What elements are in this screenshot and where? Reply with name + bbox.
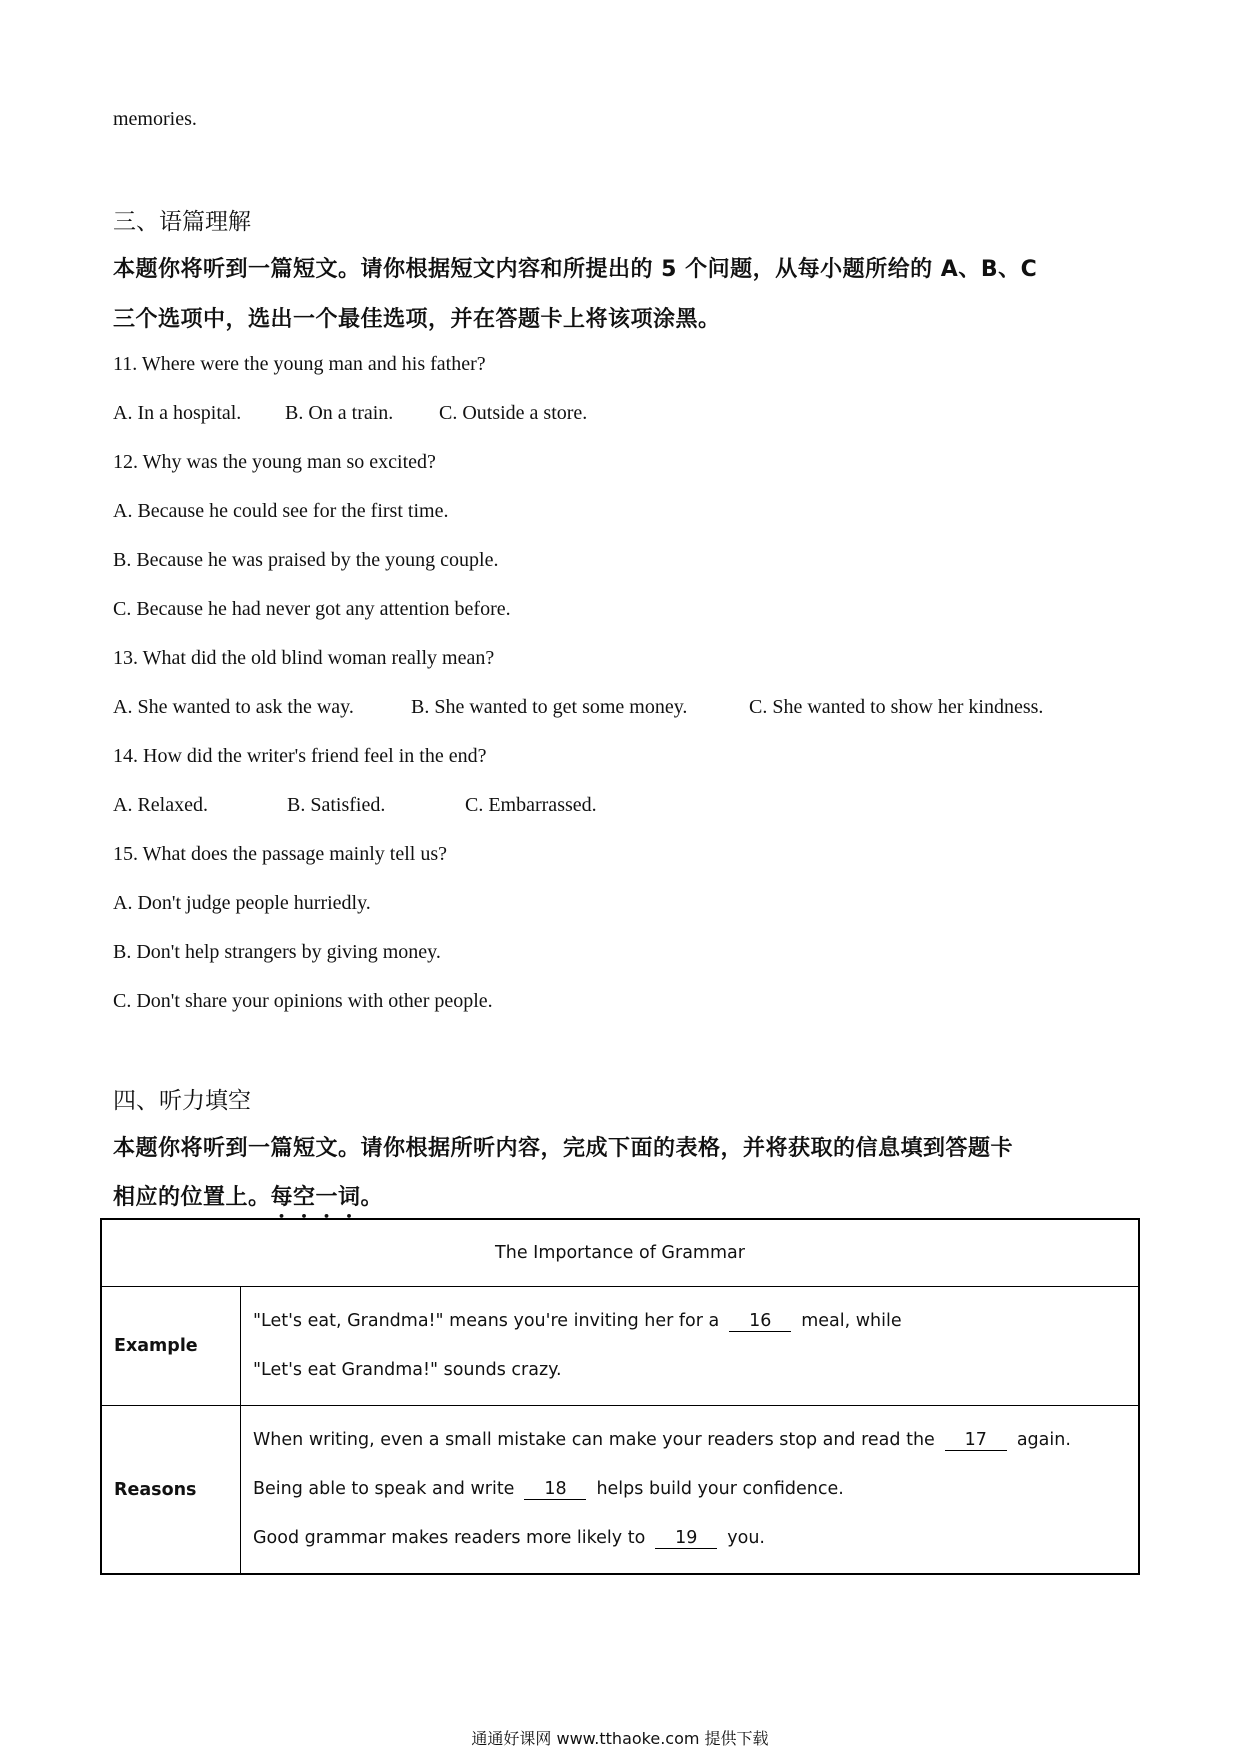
option-b: B. She wanted to get some money. bbox=[411, 696, 688, 718]
section4-heading: 四、听力填空 bbox=[113, 1088, 251, 1114]
question-11-options bbox=[113, 402, 587, 425]
question-15-option-b: B. Don't help strangers by giving money. bbox=[113, 941, 441, 963]
blank-16: 16 bbox=[729, 1311, 791, 1332]
option-c: C. She wanted to show her kindness. bbox=[749, 696, 1044, 718]
example-text: "Let's eat, Grandma!" means you're inviting her for a bbox=[253, 1311, 720, 1331]
question-15-option-a: A. Don't judge people hurriedly. bbox=[113, 892, 371, 914]
reason-text: Being able to speak and write bbox=[253, 1479, 515, 1499]
grammar-table bbox=[100, 1218, 1140, 1575]
option-b: B. On a train. bbox=[285, 402, 394, 424]
example-text: meal, while bbox=[801, 1311, 902, 1331]
reasons-content bbox=[241, 1406, 1140, 1575]
emphasized-instruction: 每空一词 bbox=[270, 1185, 361, 1210]
reasons-label: Reasons bbox=[101, 1406, 241, 1575]
example-content bbox=[241, 1287, 1140, 1406]
footer-source: 通通好课网 www.tthaoke.com 提供下载 bbox=[471, 1729, 769, 1748]
reason-text: again. bbox=[1016, 1430, 1071, 1450]
question-13-options bbox=[113, 696, 1043, 719]
section3-instruction-line1: 本题你将听到一篇短文。请你根据短文内容和所提出的 5 个问题，从每小题所给的 A、B、C bbox=[113, 257, 1038, 282]
question-15: 15. What does the passage mainly tell us? bbox=[113, 843, 447, 865]
table-title: The Importance of Grammar bbox=[101, 1219, 1139, 1287]
question-12-option-c: C. Because he had never got any attention before. bbox=[113, 598, 511, 620]
reason-text: When writing, even a small mistake can make your readers stop and read the bbox=[253, 1430, 935, 1450]
question-13: 13. What did the old blind woman really mean? bbox=[113, 647, 495, 669]
blank-17: 17 bbox=[945, 1430, 1007, 1451]
question-12: 12. Why was the young man so excited? bbox=[113, 451, 436, 473]
reason-text: helps build your confidence. bbox=[596, 1479, 844, 1499]
example-line-1 bbox=[253, 1297, 1126, 1346]
option-c: C. Outside a store. bbox=[439, 402, 588, 424]
section4-instruction-line1: 本题你将听到一篇短文。请你根据所听内容，完成下面的表格，并将获取的信息填到答题卡 bbox=[113, 1136, 1014, 1161]
option-a: A. She wanted to ask the way. bbox=[113, 696, 354, 718]
question-14: 14. How did the writer's friend feel in the end? bbox=[113, 745, 487, 767]
option-b: B. Satisfied. bbox=[287, 794, 386, 816]
section3-instruction-line2: 三个选项中，选出一个最佳选项，并在答题卡上将该项涂黑。 bbox=[113, 307, 721, 332]
question-15-option-c: C. Don't share your opinions with other people. bbox=[113, 990, 493, 1012]
section3-heading: 三、语篇理解 bbox=[113, 209, 251, 235]
question-12-option-a: A. Because he could see for the first time. bbox=[113, 500, 449, 522]
question-14-options bbox=[113, 794, 597, 817]
option-a: A. In a hospital. bbox=[113, 402, 242, 424]
instruction-part: 相应的位置上。 bbox=[113, 1185, 271, 1210]
question-11: 11. Where were the young man and his father? bbox=[113, 353, 486, 375]
reason-text: you. bbox=[727, 1528, 765, 1548]
example-line-2: "Let's eat Grandma!" sounds crazy. bbox=[253, 1360, 562, 1380]
reason-line-2 bbox=[253, 1465, 1126, 1514]
option-a: A. Relaxed. bbox=[113, 794, 208, 816]
blank-18: 18 bbox=[524, 1479, 586, 1500]
question-12-option-b: B. Because he was praised by the young couple. bbox=[113, 549, 499, 571]
top-fragment: memories. bbox=[113, 108, 197, 130]
reason-line-1 bbox=[253, 1416, 1126, 1465]
instruction-end: 。 bbox=[360, 1185, 384, 1210]
reason-line-3 bbox=[253, 1514, 1126, 1563]
option-c: C. Embarrassed. bbox=[465, 794, 597, 816]
reason-text: Good grammar makes readers more likely to bbox=[253, 1528, 646, 1548]
section4-instruction-line2 bbox=[113, 1180, 383, 1223]
blank-19: 19 bbox=[655, 1528, 717, 1549]
example-label: Example bbox=[101, 1287, 241, 1406]
